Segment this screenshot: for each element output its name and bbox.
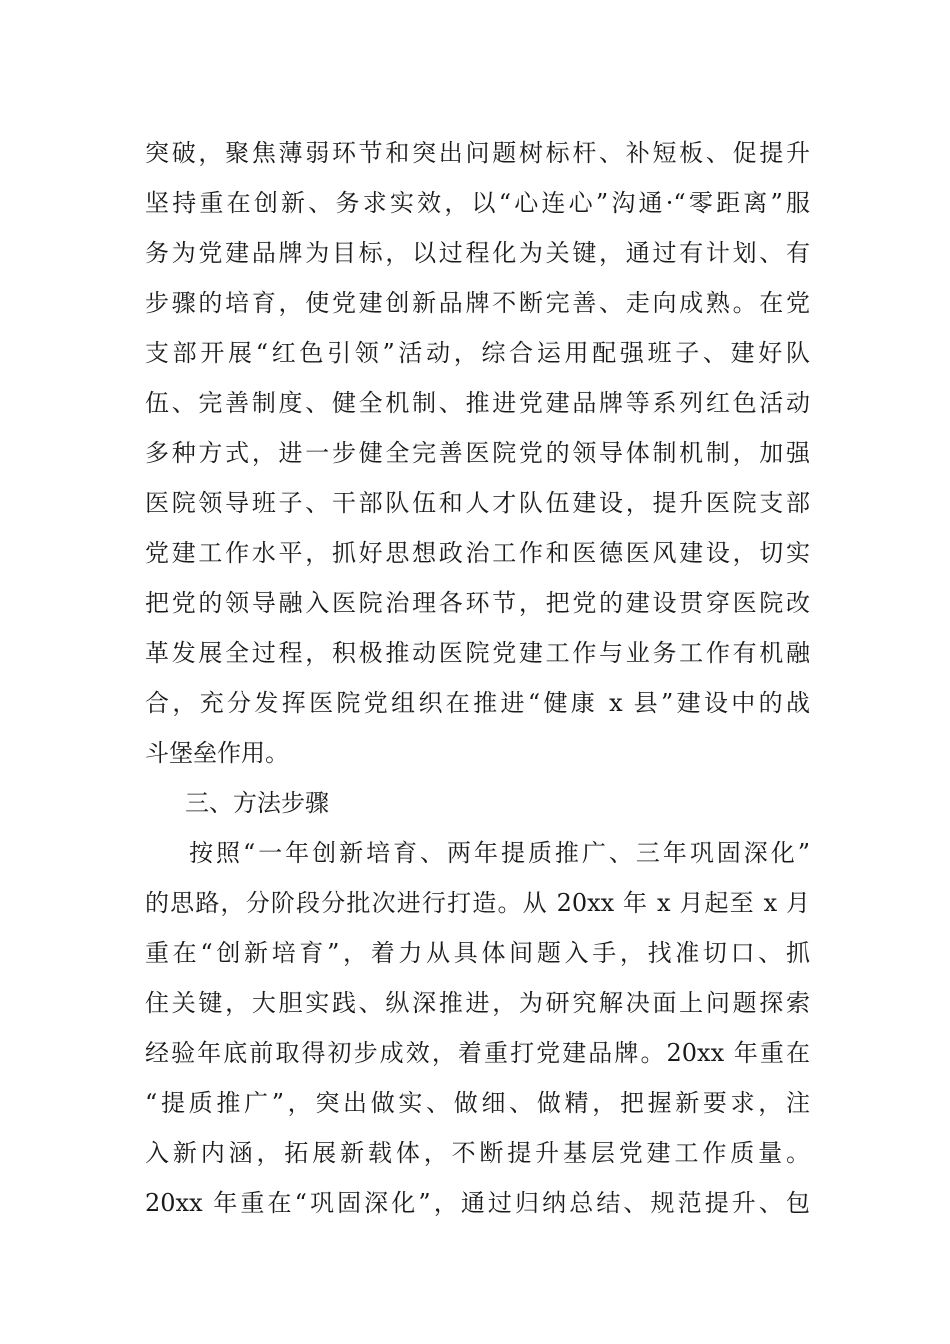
text-line: 住关键，大胆实践、纵深推进，为研究解决面上问题探索 — [145, 989, 810, 1017]
text-line: 把党的领导融入医院治理各环节，把党的建设贯穿医院改 — [145, 589, 810, 617]
text-line: 斗堡垒作用。 — [145, 739, 289, 767]
text-line: 党建工作水平，抓好思想政治工作和医德医风建设，切实 — [145, 539, 810, 567]
text-line: 经验年底前取得初步成效，着重打党建品牌。20xx 年重在 — [145, 1039, 810, 1067]
text-line: 重在“创新培育”，着力从具体间题入手，找准切口、抓 — [145, 939, 810, 967]
text-line: 按照“一年创新培育、两年提质推广、三年巩固深化” — [189, 839, 810, 867]
document-body — [145, 128, 810, 1228]
text-line: 的思路，分阶段分批次进行打造。从 20xx 年 x 月起至 x 月 — [145, 889, 810, 917]
text-line: 步骤的培育，使党建创新品牌不断完善、走向成熟。在党 — [145, 289, 810, 317]
text-line: 入新内涵，拓展新载体，不断提升基层党建工作质量。 — [145, 1139, 810, 1167]
text-line: 务为党建品牌为目标，以过程化为关键，通过有计划、有 — [145, 239, 810, 267]
text-line: 革发展全过程，积极推动医院党建工作与业务工作有机融 — [145, 639, 810, 667]
text-line: 支部开展“红色引领”活动，综合运用配强班子、建好队 — [145, 339, 810, 367]
text-line: 医院领导班子、干部队伍和人才队伍建设，提升医院支部 — [145, 489, 810, 517]
text-line: 坚持重在创新、务求实效，以“心连心”沟通·“零距离”服 — [145, 189, 810, 217]
text-line: 20xx 年重在“巩固深化”，通过归纳总结、规范提升、包 — [145, 1189, 810, 1217]
text-line: “提质推广”，突出做实、做细、做精，把握新要求，注 — [145, 1089, 810, 1117]
text-line: 伍、完善制度、健全机制、推进党建品牌等系列红色活动 — [145, 389, 810, 417]
section-heading: 三、方法步骤 — [185, 789, 329, 817]
text-line: 合，充分发挥医院党组织在推进“健康 x 县”建设中的战 — [145, 689, 810, 717]
text-line: 突破，聚焦薄弱环节和突出问题树标杆、补短板、促提升 — [145, 139, 810, 167]
text-line: 多种方式，进一步健全完善医院党的领导体制机制，加强 — [145, 439, 810, 467]
